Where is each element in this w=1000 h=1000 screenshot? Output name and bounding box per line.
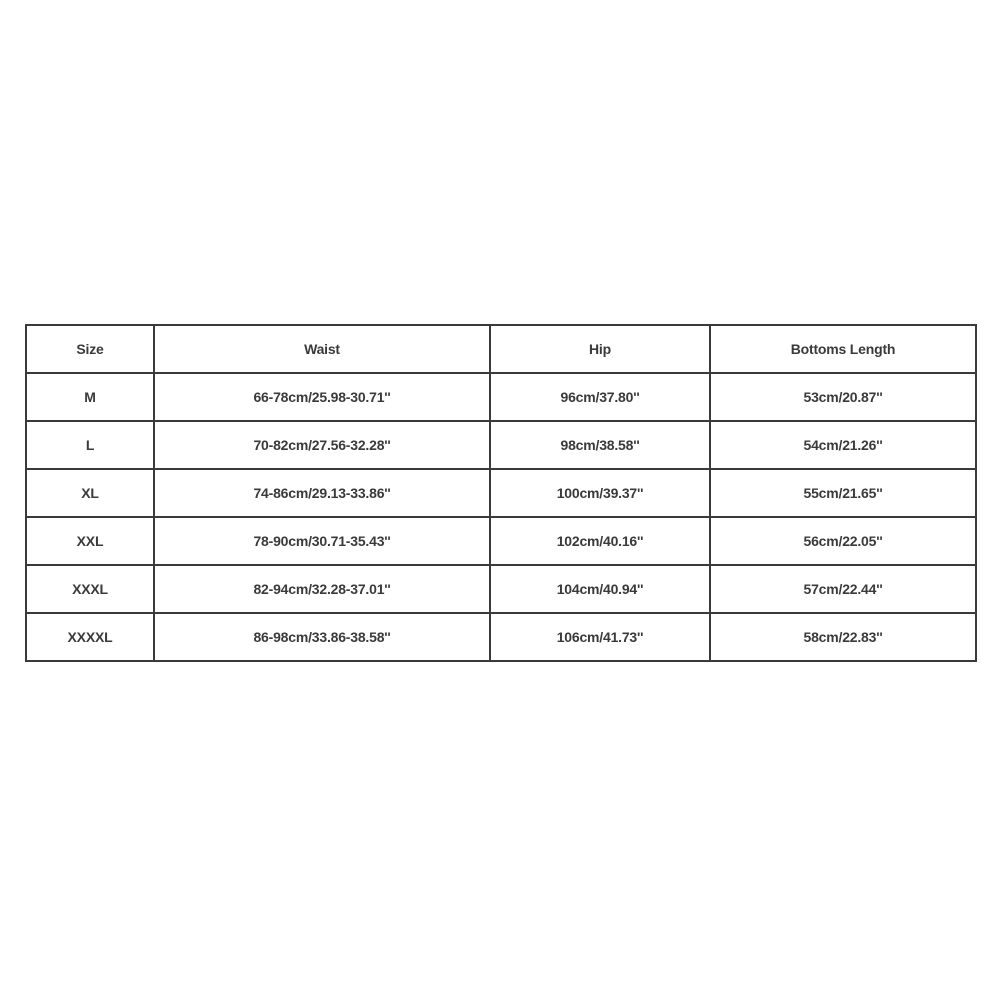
cell-hip: 104cm/40.94'': [490, 565, 710, 613]
header-waist: Waist: [154, 325, 490, 373]
table-header-row: [26, 325, 976, 373]
cell-hip: 106cm/41.73'': [490, 613, 710, 661]
cell-bottoms-length: 56cm/22.05'': [710, 517, 976, 565]
cell-waist: 74-86cm/29.13-33.86'': [154, 469, 490, 517]
table-row: [26, 613, 976, 661]
table-row: [26, 565, 976, 613]
cell-waist: 86-98cm/33.86-38.58'': [154, 613, 490, 661]
header-size: Size: [26, 325, 154, 373]
cell-size: XXXXL: [26, 613, 154, 661]
cell-size: XXL: [26, 517, 154, 565]
cell-waist: 70-82cm/27.56-32.28'': [154, 421, 490, 469]
table-row: [26, 469, 976, 517]
cell-hip: 102cm/40.16'': [490, 517, 710, 565]
header-hip: Hip: [490, 325, 710, 373]
cell-waist: 66-78cm/25.98-30.71'': [154, 373, 490, 421]
size-chart-table: [25, 324, 977, 662]
cell-size: L: [26, 421, 154, 469]
cell-hip: 100cm/39.37'': [490, 469, 710, 517]
cell-hip: 96cm/37.80'': [490, 373, 710, 421]
cell-waist: 82-94cm/32.28-37.01'': [154, 565, 490, 613]
cell-hip: 98cm/38.58'': [490, 421, 710, 469]
cell-bottoms-length: 54cm/21.26'': [710, 421, 976, 469]
cell-size: XL: [26, 469, 154, 517]
table-row: [26, 421, 976, 469]
cell-bottoms-length: 53cm/20.87'': [710, 373, 976, 421]
cell-bottoms-length: 57cm/22.44'': [710, 565, 976, 613]
table-row: [26, 373, 976, 421]
cell-bottoms-length: 55cm/21.65'': [710, 469, 976, 517]
cell-size: M: [26, 373, 154, 421]
table-row: [26, 517, 976, 565]
cell-size: XXXL: [26, 565, 154, 613]
cell-waist: 78-90cm/30.71-35.43'': [154, 517, 490, 565]
header-bottoms-length: Bottoms Length: [710, 325, 976, 373]
cell-bottoms-length: 58cm/22.83'': [710, 613, 976, 661]
